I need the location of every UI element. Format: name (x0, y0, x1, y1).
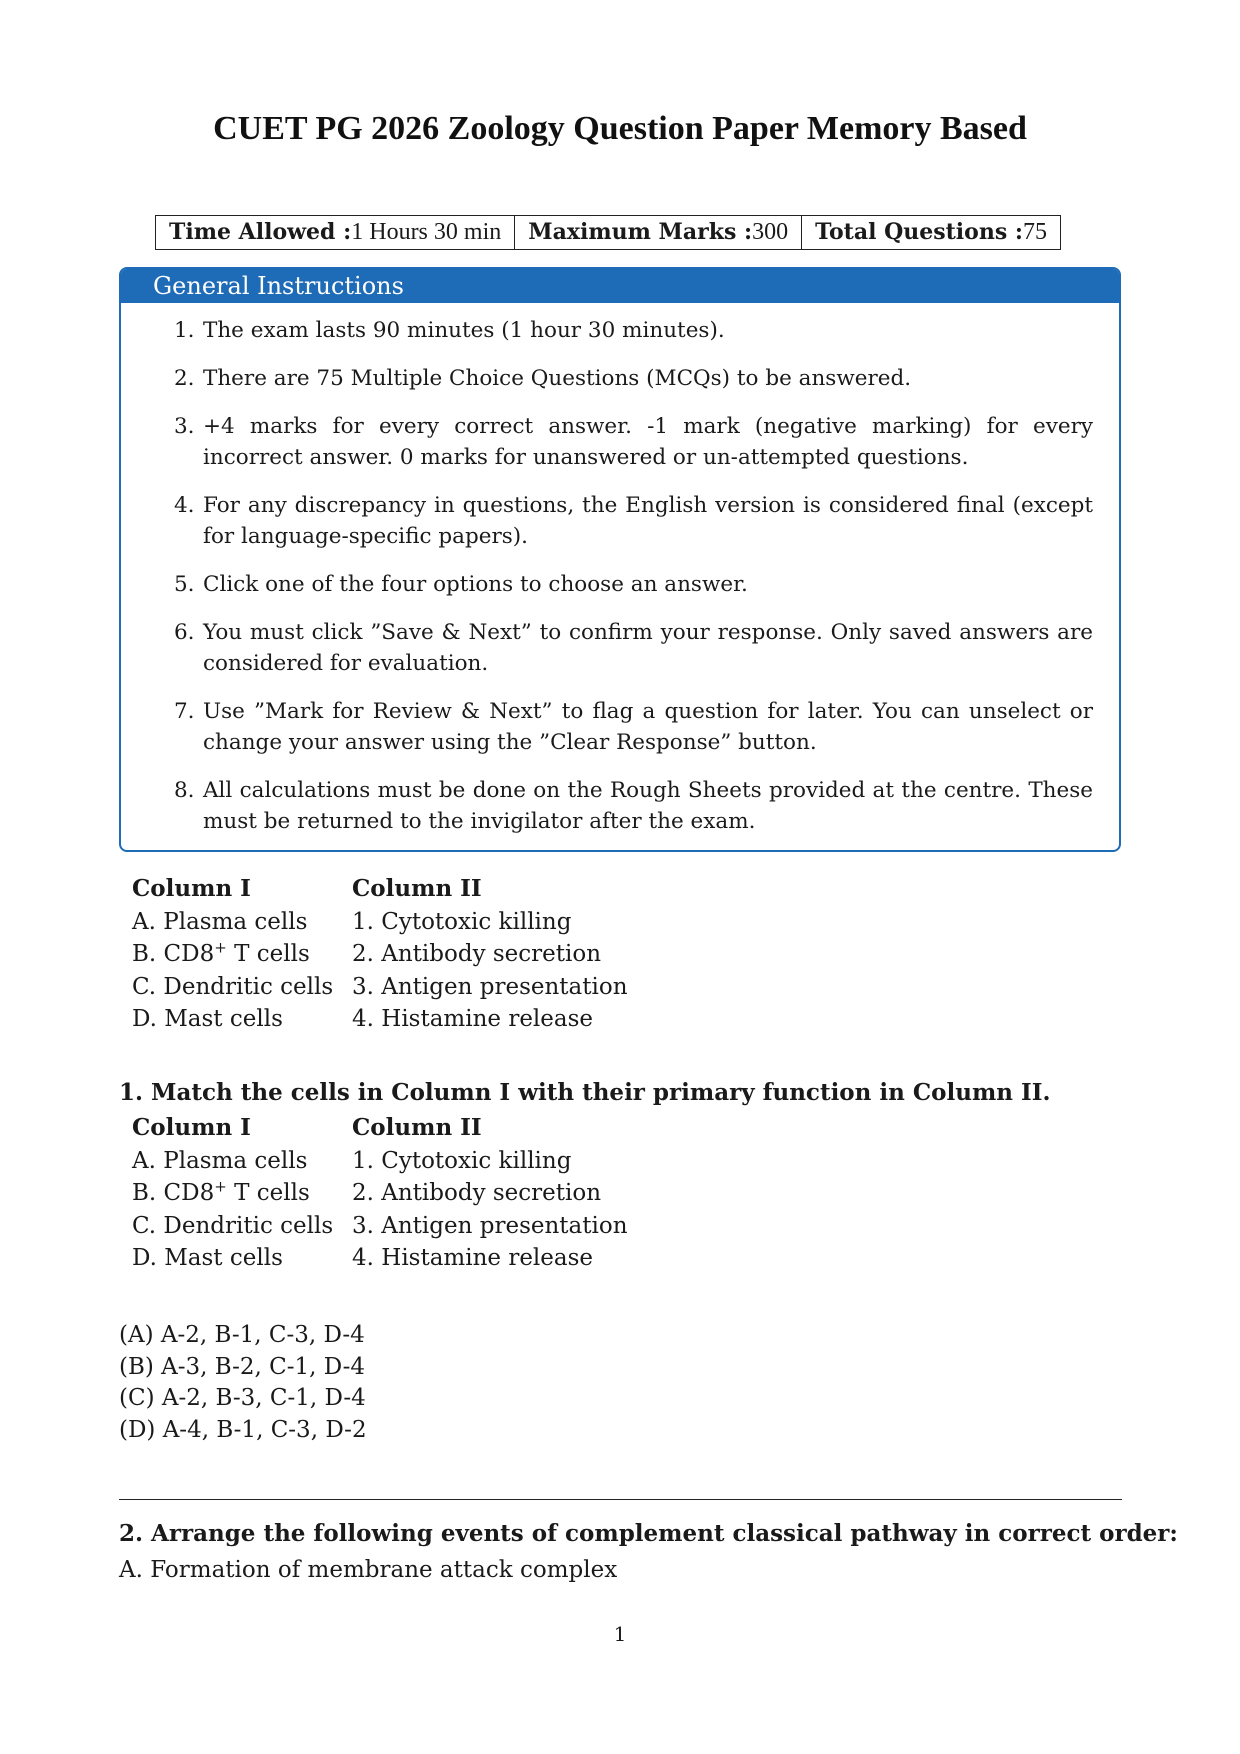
instruction-number: 6. (174, 620, 195, 645)
instruction-item (121, 363, 1121, 394)
page-title: CUET PG 2026 Zoology Question Paper Memory Based (213, 110, 1027, 147)
question-1-title: 1. Match the cells in Column I with their primary function in Column II. (119, 1079, 1051, 1106)
general-instructions-box (119, 267, 1121, 852)
option-c: (C) A-2, B-3, C-1, D-4 (119, 1385, 366, 1411)
instruction-text: There are 75 Multiple Choice Questions (MCQs) to be answered. (203, 366, 912, 391)
cd8-text: B. CD8 (132, 1180, 215, 1206)
time-allowed-cell (156, 216, 515, 250)
cd8-text: B. CD8 (132, 941, 215, 967)
instruction-item (121, 411, 1121, 473)
instruction-number: 4. (174, 493, 195, 518)
maximum-marks-value: 300 (752, 219, 789, 245)
total-questions-label: Total Questions : (815, 219, 1023, 245)
total-questions-cell (802, 216, 1061, 250)
option-d: (D) A-4, B-1, C-3, D-2 (119, 1416, 367, 1443)
column-ii-cell: 1. Cytotoxic killing (352, 908, 572, 935)
section-divider (119, 1499, 1122, 1500)
column-ii-cell: 1. Cytotoxic killing (352, 1147, 572, 1174)
total-questions-value: 75 (1023, 219, 1047, 245)
column-i-cell: C. Dendritic cells (132, 973, 334, 1000)
column-i-cell: A. Plasma cells (132, 908, 308, 935)
instruction-number: 8. (174, 778, 195, 803)
instruction-text: All calculations must be done on the Rough Sheets provided at the centre. These must be returned to the invigilator after the exam. (203, 778, 1093, 834)
instruction-number: 5. (174, 572, 195, 597)
instruction-item (121, 617, 1121, 679)
general-instructions-header: General Instructions (121, 269, 1119, 303)
t-cells-text: T cells (226, 941, 310, 967)
column-ii-cell: 4. Histamine release (352, 1245, 594, 1271)
instruction-item (121, 315, 1121, 346)
option-a: (A) A-2, B-1, C-3, D-4 (119, 1322, 365, 1348)
t-cells-text: T cells (226, 1180, 310, 1206)
column-ii-header: Column II (352, 875, 482, 902)
column-i-cell: A. Plasma cells (132, 1147, 308, 1174)
exam-info-table (155, 215, 1061, 250)
cd8-superscript: + (214, 1177, 227, 1196)
maximum-marks-cell (515, 216, 802, 250)
question-1-options (119, 1320, 367, 1446)
column-ii-cell: 2. Antibody secretion (352, 941, 602, 967)
instruction-item (121, 569, 1121, 600)
column-i-header: Column I (132, 875, 251, 902)
instruction-item (121, 490, 1121, 552)
instruction-number: 1. (174, 318, 195, 343)
column-match-table-preview (132, 873, 628, 1036)
column-i-cell (132, 1177, 352, 1210)
instruction-text: Use ”Mark for Review & Next” to flag a question for later. You can unselect or change your answer using the ”Clear Response” button. (203, 699, 1093, 755)
time-allowed-label: Time Allowed : (169, 219, 352, 245)
column-i-cell (132, 938, 352, 971)
instruction-text: The exam lasts 90 minutes (1 hour 30 minutes). (203, 318, 725, 343)
option-b: (B) A-3, B-2, C-1, D-4 (119, 1353, 366, 1380)
instruction-item (121, 696, 1121, 758)
question-2-title: 2. Arrange the following events of complement classical pathway in correct order: (119, 1520, 1178, 1547)
instruction-text: +4 marks for every correct answer. -1 mark (negative marking) for every incorrect answer. 0 marks for unanswered or un-attempted questions. (203, 414, 1093, 470)
column-i-cell: D. Mast cells (132, 1006, 283, 1032)
instruction-text: For any discrepancy in questions, the English version is considered final (except for language-specific papers). (203, 493, 1093, 549)
maximum-marks-label: Maximum Marks : (528, 219, 753, 245)
question-2-item: A. Formation of membrane attack complex (119, 1557, 618, 1583)
instruction-number: 2. (174, 366, 195, 391)
column-ii-cell: 2. Antibody secretion (352, 1180, 602, 1206)
column-i-cell: D. Mast cells (132, 1245, 283, 1271)
instruction-number: 7. (174, 699, 195, 724)
instruction-text: You must click ”Save & Next” to confirm your response. Only saved answers are considered for evaluation. (203, 620, 1093, 676)
page-number: 1 (613, 1622, 627, 1646)
column-ii-cell: 3. Antigen presentation (352, 1212, 628, 1239)
column-i-header: Column I (132, 1114, 251, 1141)
column-ii-cell: 4. Histamine release (352, 1006, 594, 1032)
time-allowed-value: 1 Hours 30 min (351, 219, 502, 245)
cd8-superscript: + (214, 938, 227, 957)
instruction-number: 3. (174, 414, 195, 439)
column-i-cell: C. Dendritic cells (132, 1212, 334, 1239)
instruction-item (121, 775, 1121, 837)
instructions-list (121, 315, 1121, 852)
column-ii-header: Column II (352, 1114, 482, 1141)
column-ii-cell: 3. Antigen presentation (352, 973, 628, 1000)
column-match-table (132, 1112, 628, 1275)
instruction-text: Click one of the four options to choose an answer. (203, 572, 748, 597)
